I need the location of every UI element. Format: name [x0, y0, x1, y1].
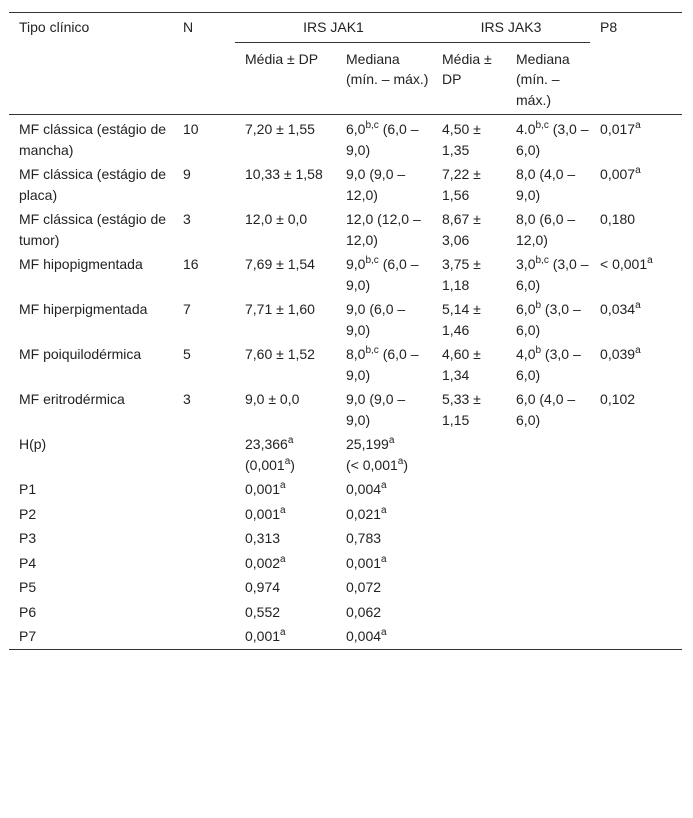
empty-cell — [590, 477, 682, 502]
cell-text: 0,002 — [245, 554, 281, 571]
cell-text: 0,001 — [245, 628, 281, 644]
empty-cell — [506, 551, 590, 576]
cell-text: 0,034 — [600, 301, 636, 317]
empty-cell — [432, 551, 506, 576]
jak3-mediana-cell — [506, 162, 590, 207]
header-irs-jak1: IRS JAK1 — [235, 13, 432, 43]
table-row-p — [9, 502, 682, 527]
tipo-clinico-cell — [9, 162, 173, 207]
cell-text: 10,33 ± 1,58 — [245, 166, 323, 182]
cell-text: 8,0 (6,0 – 12,0) — [516, 211, 576, 248]
table-container — [9, 12, 682, 650]
cell-text: 0,007 — [600, 166, 636, 182]
cell-text: 4,0 — [516, 346, 536, 362]
cell-text: 9,0 (9,0 – 12,0) — [346, 166, 406, 203]
superscript: b — [535, 345, 542, 356]
tipo-clinico-cell — [9, 387, 173, 432]
superscript: a — [635, 165, 641, 176]
jak1-media-cell — [235, 162, 336, 207]
empty-cell — [506, 432, 590, 477]
tipo-clinico-cell — [9, 342, 173, 387]
empty-cell — [590, 624, 682, 649]
jak3-media-cell — [432, 342, 506, 387]
jak1-mediana-cell — [336, 162, 432, 207]
cell-text: MF clássica (estágio de placa) — [19, 166, 167, 203]
jak3-media-cell — [432, 115, 506, 163]
cell-text: 6,0 — [516, 301, 536, 317]
superscript: b — [535, 300, 542, 311]
table-row — [9, 252, 682, 297]
superscript: b,c — [535, 255, 549, 266]
n-cell — [173, 342, 235, 387]
cell-text: 7,71 ± 1,60 — [245, 301, 315, 317]
cell-text: 5,33 ± 1,15 — [442, 391, 481, 428]
table-header — [9, 13, 682, 115]
superscript: b,c — [365, 255, 379, 266]
cell-text: (3,0 – 6,0) — [516, 346, 581, 383]
table-row — [9, 162, 682, 207]
p-label-cell — [9, 477, 173, 502]
n-cell — [173, 252, 235, 297]
table-row — [9, 387, 682, 432]
jak3-mediana-cell — [506, 297, 590, 342]
p8-cell — [590, 297, 682, 342]
empty-cell — [432, 575, 506, 600]
tipo-clinico-cell — [9, 297, 173, 342]
cell-text: (6,0 – 9,0) — [346, 346, 419, 383]
empty-cell — [432, 624, 506, 649]
cell-text: 3 — [183, 211, 191, 227]
header-p8: P8 — [600, 19, 618, 35]
superscript: a — [280, 480, 286, 491]
cell-text: 0,974 — [245, 579, 281, 595]
table-row — [9, 297, 682, 342]
cell-text: P1 — [19, 481, 37, 497]
empty-cell — [173, 624, 235, 649]
p-jak3-cell — [336, 624, 432, 649]
cell-text: P5 — [19, 579, 37, 595]
jak1-mediana-cell — [336, 342, 432, 387]
p-jak1-cell — [235, 526, 336, 551]
jak1-media-cell — [235, 207, 336, 252]
jak3-mediana-cell — [506, 252, 590, 297]
empty-cell — [432, 526, 506, 551]
h-jak1-cell — [235, 432, 336, 477]
table-body — [9, 115, 682, 650]
header-jak1-media: Média ± DP — [245, 50, 319, 67]
cell-text: 7,20 ± 1,55 — [245, 121, 315, 137]
header-irs-jak3: IRS JAK3 — [432, 13, 590, 43]
cell-text: 0,313 — [245, 530, 281, 546]
superscript: a — [280, 553, 286, 565]
empty-cell — [173, 600, 235, 625]
superscript: a — [388, 435, 395, 446]
tipo-clinico-cell — [9, 115, 173, 163]
cell-text: 0,017 — [600, 121, 636, 137]
cell-text: P4 — [19, 554, 37, 571]
cell-text: 16 — [183, 256, 199, 272]
cell-text: MF clássica (estágio de mancha) — [19, 121, 167, 158]
p8-cell — [590, 342, 682, 387]
superscript: a — [397, 455, 404, 467]
p-jak3-cell — [336, 526, 432, 551]
superscript: a — [280, 504, 286, 516]
n-cell — [173, 115, 235, 163]
cell-text: 3,75 ± 1,18 — [442, 256, 481, 293]
empty-cell — [432, 600, 506, 625]
empty-cell — [590, 575, 682, 600]
cell-text: 8,67 ± 3,06 — [442, 211, 481, 248]
cell-text: 0,102 — [600, 391, 636, 407]
cell-text: 6,0 (4,0 – 6,0) — [516, 391, 576, 428]
cell-text: 0,021 — [346, 505, 382, 522]
p8-cell — [590, 387, 682, 432]
cell-text: 3,0 — [516, 256, 536, 272]
cell-text: MF hiperpigmentada — [19, 301, 148, 317]
cell-text: 3 — [183, 391, 191, 407]
jak1-media-cell — [235, 342, 336, 387]
empty-cell — [590, 600, 682, 625]
p8-cell — [590, 252, 682, 297]
cell-text: 10 — [183, 121, 199, 137]
p-jak3-cell — [336, 551, 432, 576]
cell-text: 0,004 — [346, 481, 382, 497]
empty-cell — [506, 600, 590, 625]
jak1-mediana-cell — [336, 207, 432, 252]
cell-text: 12,0 (12,0 – 12,0) — [346, 211, 421, 248]
cell-text: 8,0 (4,0 – 9,0) — [516, 166, 576, 203]
cell-text: 4,50 ± 1,35 — [442, 121, 481, 158]
empty-cell — [590, 432, 682, 477]
cell-text: 0,004 — [346, 628, 382, 644]
cell-text: 9,0 (6,0 – 9,0) — [346, 301, 406, 338]
cell-text: 5,14 ± 1,46 — [442, 301, 481, 338]
header-jak3-media: Média ± DP — [442, 50, 492, 87]
p-jak1-cell — [235, 551, 336, 576]
cell-text: 12,0 ± 0,0 — [245, 211, 308, 227]
p-jak1-cell — [235, 624, 336, 649]
jak1-mediana-cell — [336, 252, 432, 297]
cell-text: 9 — [183, 166, 191, 182]
empty-cell — [432, 477, 506, 502]
p-label-cell — [9, 575, 173, 600]
cell-text: 4.0 — [516, 121, 536, 137]
empty-cell — [506, 624, 590, 649]
h-label-cell — [9, 432, 173, 477]
table-row — [9, 342, 682, 387]
jak3-media-cell — [432, 162, 506, 207]
cell-text: 7 — [183, 301, 191, 317]
jak3-media-cell — [432, 207, 506, 252]
p-jak3-cell — [336, 575, 432, 600]
cell-text: 9,0 (9,0 – 9,0) — [346, 391, 406, 428]
superscript: b,c — [365, 345, 379, 356]
empty-cell — [432, 502, 506, 527]
empty-cell — [506, 526, 590, 551]
cell-text: 0,180 — [600, 211, 636, 227]
cell-text: P2 — [19, 505, 37, 522]
cell-text: < 0,001 — [600, 256, 648, 272]
superscript: a — [635, 120, 641, 131]
jak1-mediana-cell — [336, 387, 432, 432]
superscript: b,c — [365, 120, 379, 131]
n-cell — [173, 207, 235, 252]
table-row-p — [9, 575, 682, 600]
tipo-clinico-cell — [9, 207, 173, 252]
cell-text: ) — [403, 456, 408, 473]
superscript: a — [635, 345, 641, 356]
jak3-mediana-cell — [506, 207, 590, 252]
superscript: a — [381, 553, 387, 565]
superscript: a — [635, 300, 641, 311]
cell-text: (3,0 – 6,0) — [516, 256, 589, 293]
jak1-media-cell — [235, 252, 336, 297]
cell-text: 9,0 — [346, 256, 366, 272]
empty-cell — [173, 477, 235, 502]
cell-text: 6,0 — [346, 121, 366, 137]
empty-cell — [173, 526, 235, 551]
cell-text: 9,0 ± 0,0 — [245, 391, 300, 407]
cell-text: (6,0 – 9,0) — [346, 256, 419, 293]
jak1-media-cell — [235, 387, 336, 432]
cell-text: 0,072 — [346, 579, 382, 595]
empty-cell — [173, 432, 235, 477]
superscript: a — [284, 455, 291, 467]
cell-text: 0,783 — [346, 530, 382, 546]
jak3-mediana-cell — [506, 342, 590, 387]
cell-text: MF clássica (estágio de tumor) — [19, 211, 167, 248]
cell-text: 0,001 — [245, 481, 281, 497]
jak1-media-cell — [235, 297, 336, 342]
cell-text: (0,001 — [245, 456, 285, 473]
jak1-media-cell — [235, 115, 336, 163]
jak3-media-cell — [432, 387, 506, 432]
cell-text: P7 — [19, 628, 37, 644]
cell-text: MF eritrodérmica — [19, 391, 125, 407]
cell-text: 7,60 ± 1,52 — [245, 346, 315, 362]
superscript: b,c — [535, 120, 549, 131]
cell-text: (6,0 – 9,0) — [346, 121, 419, 158]
cell-text: P6 — [19, 603, 37, 620]
h-jak3-cell — [336, 432, 432, 477]
header-jak3-mediana: Mediana (mín. – máx.) — [516, 50, 570, 108]
cell-text: H(p) — [19, 436, 47, 452]
cell-text: 7,69 ± 1,54 — [245, 256, 315, 272]
cell-text: MF hipopigmentada — [19, 256, 143, 272]
p-label-cell — [9, 600, 173, 625]
table-row-p — [9, 624, 682, 649]
superscript: a — [287, 435, 294, 446]
n-cell — [173, 162, 235, 207]
cell-text: (3,0 – 6,0) — [516, 301, 581, 338]
p8-cell — [590, 162, 682, 207]
cell-text: 23,366 — [245, 436, 288, 452]
p-jak1-cell — [235, 575, 336, 600]
empty-cell — [506, 477, 590, 502]
cell-text: 25,199 — [346, 436, 389, 452]
p-jak3-cell — [336, 502, 432, 527]
empty-cell — [173, 575, 235, 600]
table-row-p — [9, 477, 682, 502]
cell-text: P3 — [19, 530, 37, 546]
p-label-cell — [9, 502, 173, 527]
superscript: a — [381, 480, 387, 491]
empty-cell — [506, 502, 590, 527]
p-jak1-cell — [235, 477, 336, 502]
cell-text: 0,062 — [346, 603, 382, 620]
cell-text: 4,60 ± 1,34 — [442, 346, 481, 383]
table-row — [9, 207, 682, 252]
cell-text: MF poiquilodérmica — [19, 346, 142, 362]
superscript: a — [381, 627, 387, 638]
p-jak1-cell — [235, 502, 336, 527]
superscript: a — [381, 504, 387, 516]
cell-text: 0,001 — [346, 554, 382, 571]
cell-text: 5 — [183, 346, 191, 362]
tipo-clinico-cell — [9, 252, 173, 297]
jak3-mediana-cell — [506, 387, 590, 432]
cell-text: 7,22 ± 1,56 — [442, 166, 481, 203]
table-row-h — [9, 432, 682, 477]
empty-cell — [173, 502, 235, 527]
empty-cell — [590, 502, 682, 527]
cell-text: 8,0 — [346, 346, 366, 362]
n-cell — [173, 387, 235, 432]
empty-cell — [432, 432, 506, 477]
cell-text: 0,039 — [600, 346, 636, 362]
header-tipo: Tipo clínico — [19, 19, 90, 35]
table-row-p — [9, 551, 682, 576]
superscript: a — [280, 627, 286, 638]
table-row-p — [9, 526, 682, 551]
jak3-media-cell — [432, 252, 506, 297]
jak1-mediana-cell — [336, 297, 432, 342]
p8-cell — [590, 115, 682, 163]
header-n: N — [183, 19, 194, 35]
cell-text: ) — [290, 456, 295, 473]
empty-cell — [590, 526, 682, 551]
cell-text: (< 0,001 — [346, 456, 398, 473]
p-jak3-cell — [336, 477, 432, 502]
jak1-mediana-cell — [336, 115, 432, 163]
cell-text: 0,001 — [245, 505, 281, 522]
cell-text: 0,552 — [245, 603, 281, 620]
p-jak1-cell — [235, 600, 336, 625]
table-row — [9, 115, 682, 163]
p-label-cell — [9, 551, 173, 576]
empty-cell — [173, 551, 235, 576]
results-table — [9, 12, 682, 650]
jak3-media-cell — [432, 297, 506, 342]
table-row-p — [9, 600, 682, 625]
empty-cell — [506, 575, 590, 600]
empty-cell — [590, 551, 682, 576]
jak3-mediana-cell — [506, 115, 590, 163]
n-cell — [173, 297, 235, 342]
p-label-cell — [9, 624, 173, 649]
p8-cell — [590, 207, 682, 252]
p-jak3-cell — [336, 600, 432, 625]
cell-text: (3,0 – 6,0) — [516, 121, 589, 158]
p-label-cell — [9, 526, 173, 551]
header-jak1-mediana: Mediana (mín. – máx.) — [346, 50, 429, 87]
superscript: a — [647, 255, 653, 266]
